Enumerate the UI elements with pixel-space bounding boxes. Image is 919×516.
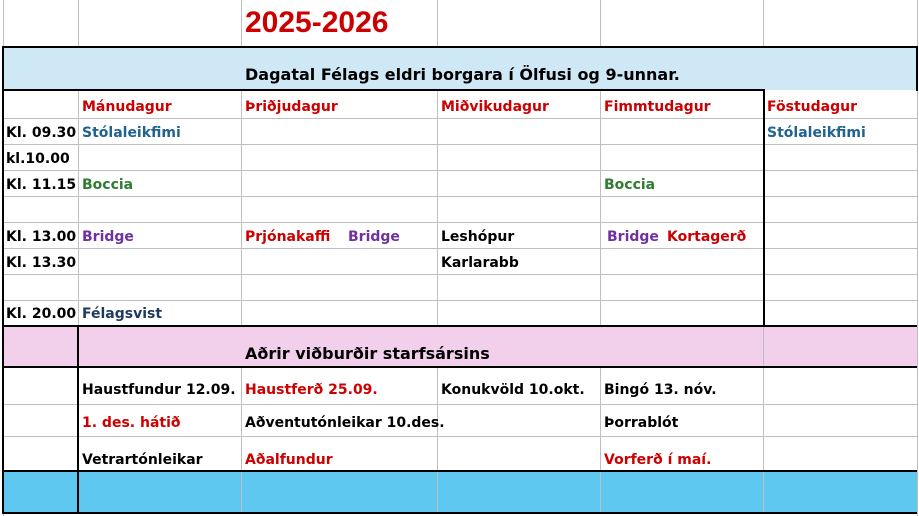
time-label: Kl. 09.30 (6, 125, 77, 141)
time-label: Kl. 13.00 (6, 229, 77, 245)
calendar-title: Dagatal Félags eldri borgara í Ölfusi og 9-unnar. (245, 65, 680, 84)
event-item: 1. des. hátið (82, 415, 181, 431)
events-title: Aðrir viðburðir starfsársins (245, 344, 490, 363)
event-item: Aðventutónleikar 10.des. (245, 415, 445, 431)
event-item: Þorrablót (604, 415, 679, 431)
day-header-monday: Mánudagur (82, 99, 172, 115)
time-label: Kl. 20.00 (6, 306, 77, 322)
activity-monday-0930: Stólaleikfimi (82, 125, 181, 141)
event-item: Aðalfundur (245, 452, 333, 468)
activity-wednesday-1300: Leshópur (441, 229, 515, 245)
time-label: kl.10.00 (6, 151, 70, 167)
day-header-thursday: Fimmtudagur (604, 99, 711, 115)
event-item: Haustfundur 12.09. (82, 382, 236, 398)
event-item: Vorferð í maí. (604, 452, 712, 468)
activity-monday-2000: Félagsvist (82, 306, 163, 322)
activity-tuesday-1300-a: Prjónakaffi (245, 229, 331, 245)
time-label: Kl. 13.30 (6, 255, 77, 271)
activity-thursday-1300-a: Bridge (607, 229, 659, 245)
day-header-friday: Föstudagur (767, 99, 857, 115)
event-item: Vetrartónleikar (82, 452, 203, 468)
activity-tuesday-1300-b: Bridge (348, 229, 400, 245)
activity-friday-0930: Stólaleikfimi (767, 125, 866, 141)
activity-monday-1300: Bridge (82, 229, 134, 245)
day-header-tuesday: Þriðjudagur (245, 99, 338, 115)
time-label: Kl. 11.15 (6, 177, 77, 193)
year-title: 2025-2026 (245, 6, 389, 39)
activity-thursday-1300-b: Kortagerð (667, 229, 747, 245)
activity-thursday-1115: Boccia (604, 177, 656, 193)
event-item: Haustferð 25.09. (245, 382, 378, 398)
footer-band (3, 471, 917, 513)
event-item: Konukvöld 10.okt. (441, 382, 585, 398)
event-item: Bingó 13. nóv. (604, 382, 717, 398)
activity-wednesday-1330: Karlarabb (441, 255, 519, 271)
day-header-wednesday: Miðvikudagur (441, 99, 549, 115)
activity-monday-1115: Boccia (82, 177, 134, 193)
